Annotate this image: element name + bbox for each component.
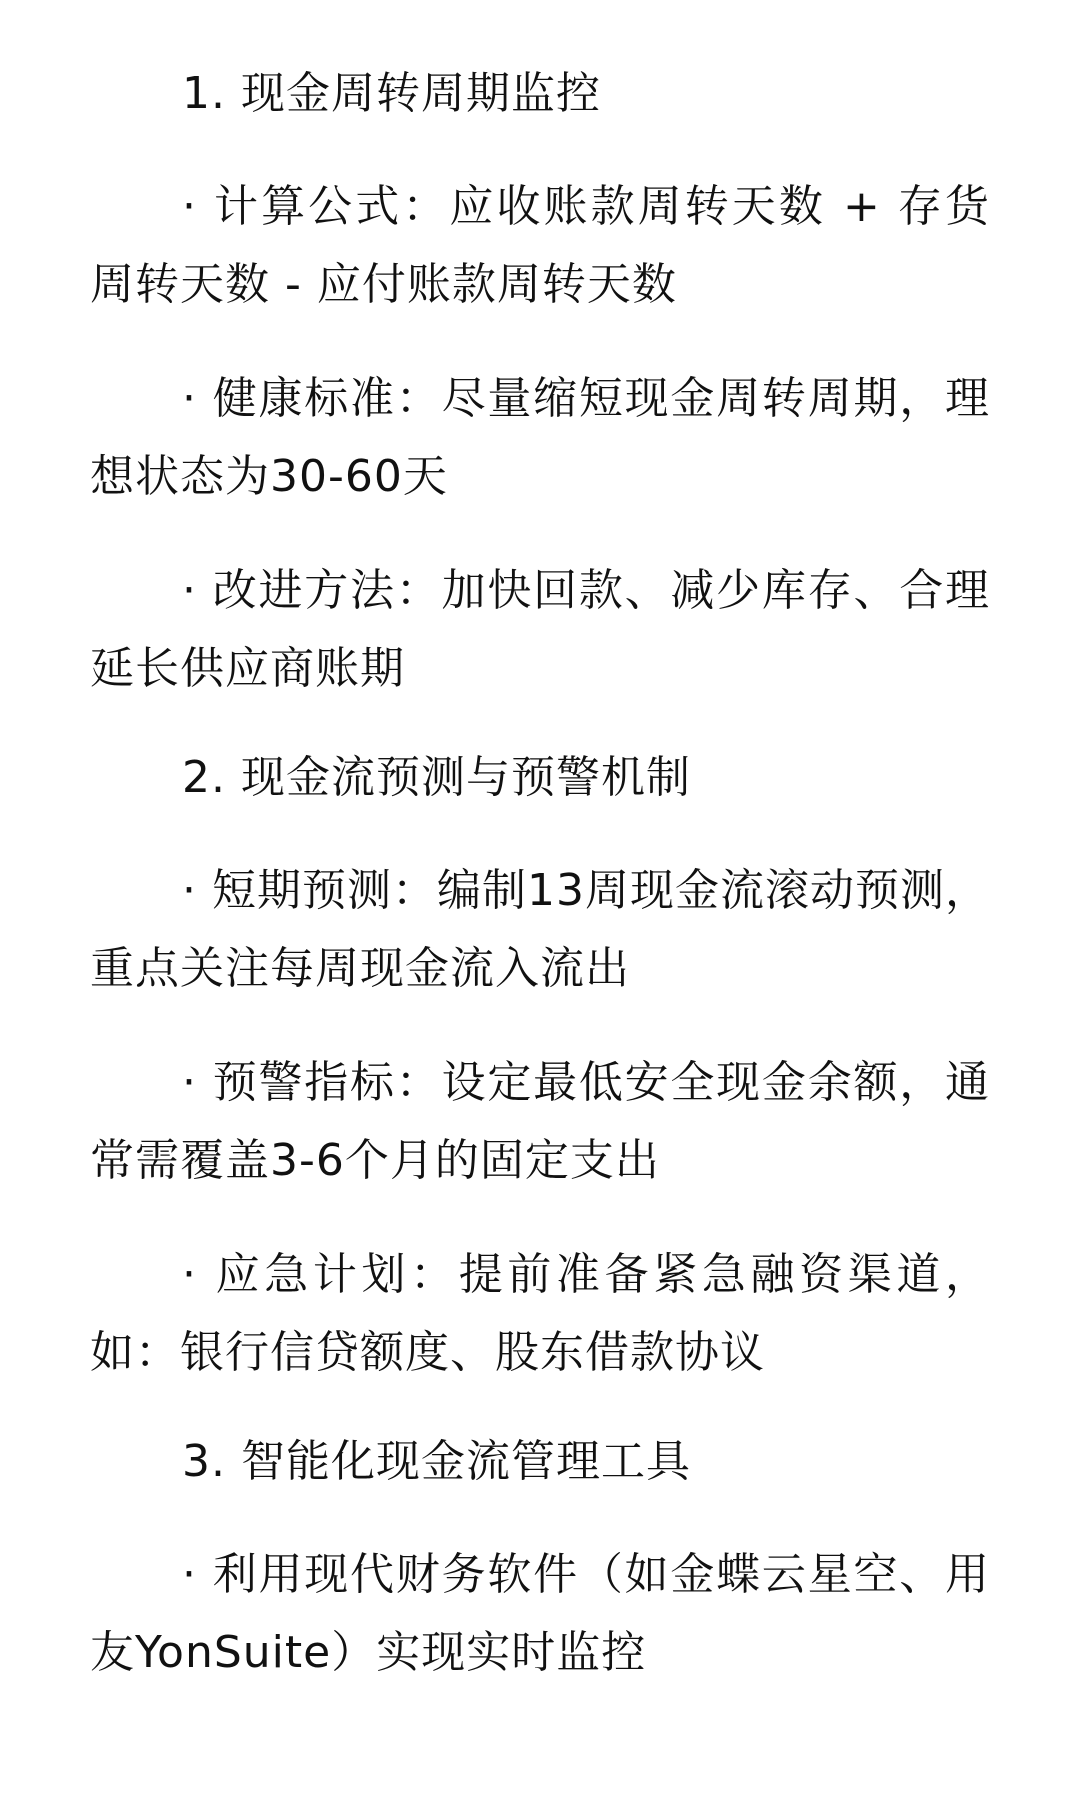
bullet-health-standard: · 健康标准：尽量缩短现金周转周期，理想状态为30-60天 [90,373,990,502]
section-heading-1: 1. 现金周转周期监控 [182,68,601,119]
bullet-formula: · 计算公式：应收账款周转天数 + 存货周转天数 - 应付账款周转天数 [90,181,990,310]
section-heading-3: 3. 智能化现金流管理工具 [182,1436,691,1487]
section-heading-2: 2. 现金流预测与预警机制 [182,752,691,803]
bullet-warning-indicator: · 预警指标：设定最低安全现金余额，通常需覆盖3-6个月的固定支出 [90,1057,990,1186]
bullet-improvement: · 改进方法：加快回款、减少库存、合理延长供应商账期 [90,565,990,694]
bullet-emergency-plan: · 应急计划：提前准备紧急融资渠道，如：银行信贷额度、股东借款协议 [90,1249,990,1378]
bullet-short-term-forecast: · 短期预测：编制13周现金流滚动预测，重点关注每周现金流入流出 [90,865,990,994]
bullet-software-tools: · 利用现代财务软件（如金蝶云星空、用友YonSuite）实现实时监控 [90,1549,990,1678]
